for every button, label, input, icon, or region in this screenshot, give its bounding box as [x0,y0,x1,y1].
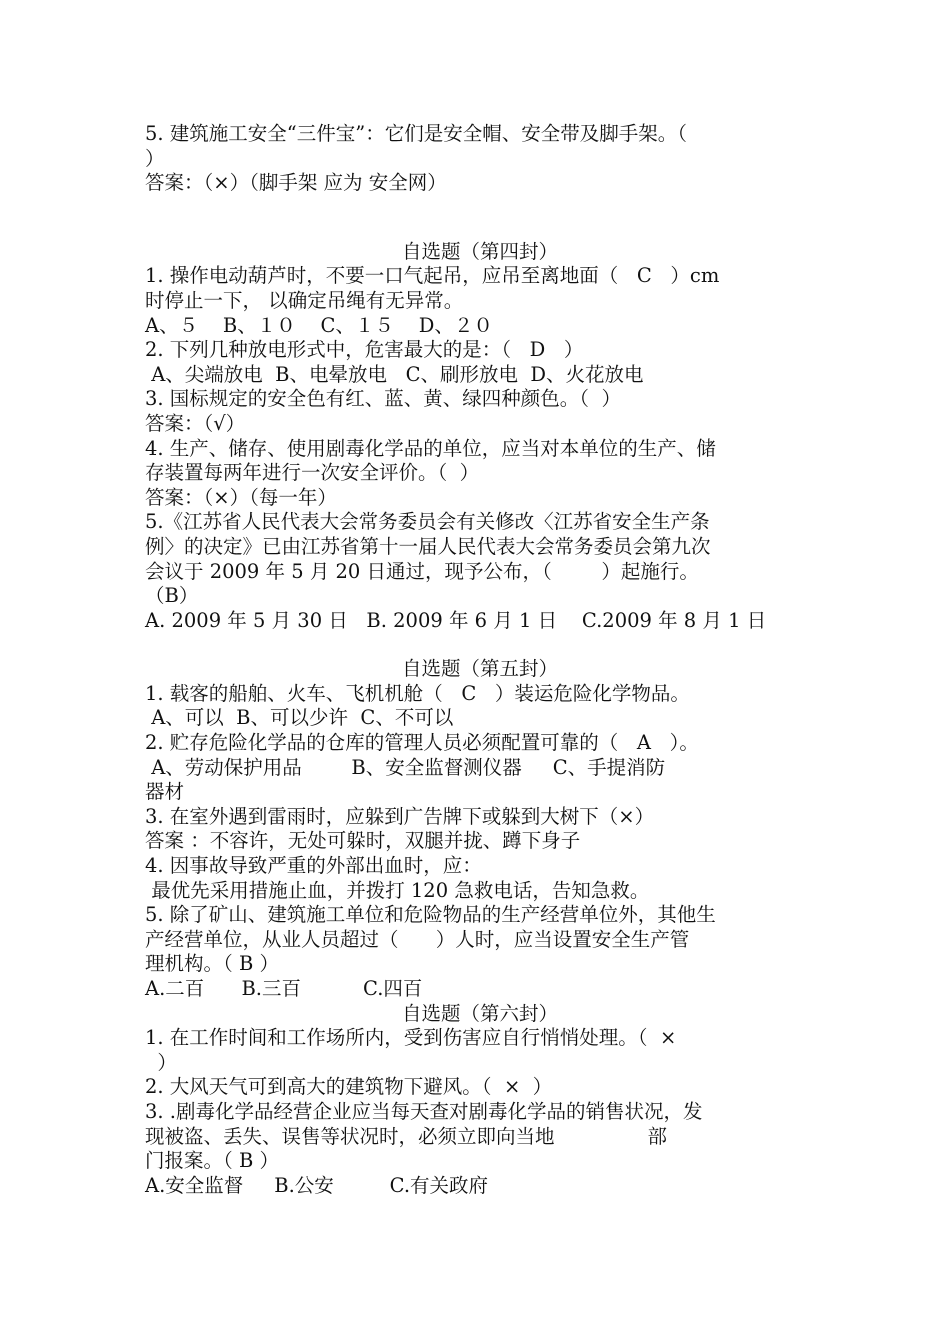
text-line: 2. 大风天气可到高大的建筑物下避风。（ × ） [145,1075,553,1099]
text-line: A. 2009 年 5 月 30 日 B. 2009 年 6 月 1 日 C.2009 年 8 月 1 日 [145,608,767,632]
text-line: 存装置每两年进行一次安全评价。（ ） [145,461,480,485]
text-line: 现被盗、丢失、误售等状况时，必须立即向当地 部 [145,1124,667,1148]
text-line: 最优先采用措施止血，并拨打 120 急救电话，告知急救。 [145,878,650,902]
section-title: 自选题（第五封） [401,657,558,681]
text-line: ） [145,146,165,170]
document-page [145,122,815,1198]
text-line: 答案：（×）（脚手架 应为 安全网） [145,171,447,195]
text-line: 4. 生产、储存、使用剧毒化学品的单位，应当对本单位的生产、储 [145,436,716,460]
text-line: A、５ B、１０ C、１５ D、２０ [145,313,493,337]
text-line: 会议于 2009 年 5 月 20 日通过，现予公布，（ ）起施行。 [145,559,699,583]
section-4 [145,240,815,634]
text-line: 产经营单位，从业人员超过（ ）人时，应当设置安全生产管 [145,927,690,951]
text-line: 1. 载客的船舶、火车、飞机机舱（ C ）装运危险化学物品。 [145,681,690,705]
text-line: 例〉的决定》已由江苏省第十一届人民代表大会常务委员会第九次 [145,534,711,558]
question-block-top [145,122,815,196]
text-line: 器材 [145,780,185,804]
text-line: 2. 下列几种放电形式中，危害最大的是：（ D ） [145,338,584,362]
text-line: 答案：（√） [145,411,246,435]
text-line: 1. 操作电动葫芦时，不要一口气起吊，应吊至离地面（ C ）cm [145,264,720,288]
text-line: 1. 在工作时间和工作场所内，受到伤害应自行悄悄处理。（ × [145,1026,677,1050]
section-5 [145,657,815,1001]
text-line: ） [145,1050,177,1074]
text-line: 5. 建筑施工安全“三件宝”：它们是安全帽、安全带及脚手架。（ [145,122,687,145]
text-line: A、尖端放电 B、电晕放电 C、刷形放电 D、火花放电 [145,362,644,386]
text-line: 答案 ：不容许，无处可躲时，双腿并拢、蹲下身子 [145,829,581,853]
section-6 [145,1002,815,1199]
text-line: 理机构。（ B ） [145,952,279,976]
text-line: 时停止一下， 以确定吊绳有无异常。 [145,288,464,312]
text-line: 3. 国标规定的安全色有红、蓝、黄、绿四种颜色。（ ） [145,387,621,411]
text-line: A、可以 B、可以少许 C、不可以 [145,706,454,730]
text-line: 5. 除了矿山、建筑施工单位和危险物品的生产经营单位外，其他生 [145,903,716,927]
text-line: 3. .剧毒化学品经营企业应当每天查对剧毒化学品的销售状况，发 [145,1099,703,1123]
text-line: 答案：（×）（每一年） [145,485,337,509]
text-line: A、劳动保护用品 B、安全监督测仪器 C、手提消防 [145,755,666,779]
text-line: 4. 因事故导致严重的外部出血时，应： [145,854,482,878]
text-line: A.安全监督 B.公安 C.有关政府 [145,1173,489,1197]
text-line: 5.《江苏省人民代表大会常务委员会有关修改〈江苏省安全生产条 [145,510,710,534]
text-line: A.二百 B.三百 C.四百 [145,977,423,1000]
text-line: 2. 贮存危险化学品的仓库的管理人员必须配置可靠的（ A ）。 [145,731,699,755]
section-title: 自选题（第六封） [401,1001,558,1025]
text-line: （B） [145,584,199,608]
text-line: 门报案。（ B ） [145,1149,279,1173]
text-line: 3. 在室外遇到雷雨时，应躲到广告牌下或躲到大树下（×） [145,804,655,828]
section-title: 自选题（第四封） [401,239,558,263]
